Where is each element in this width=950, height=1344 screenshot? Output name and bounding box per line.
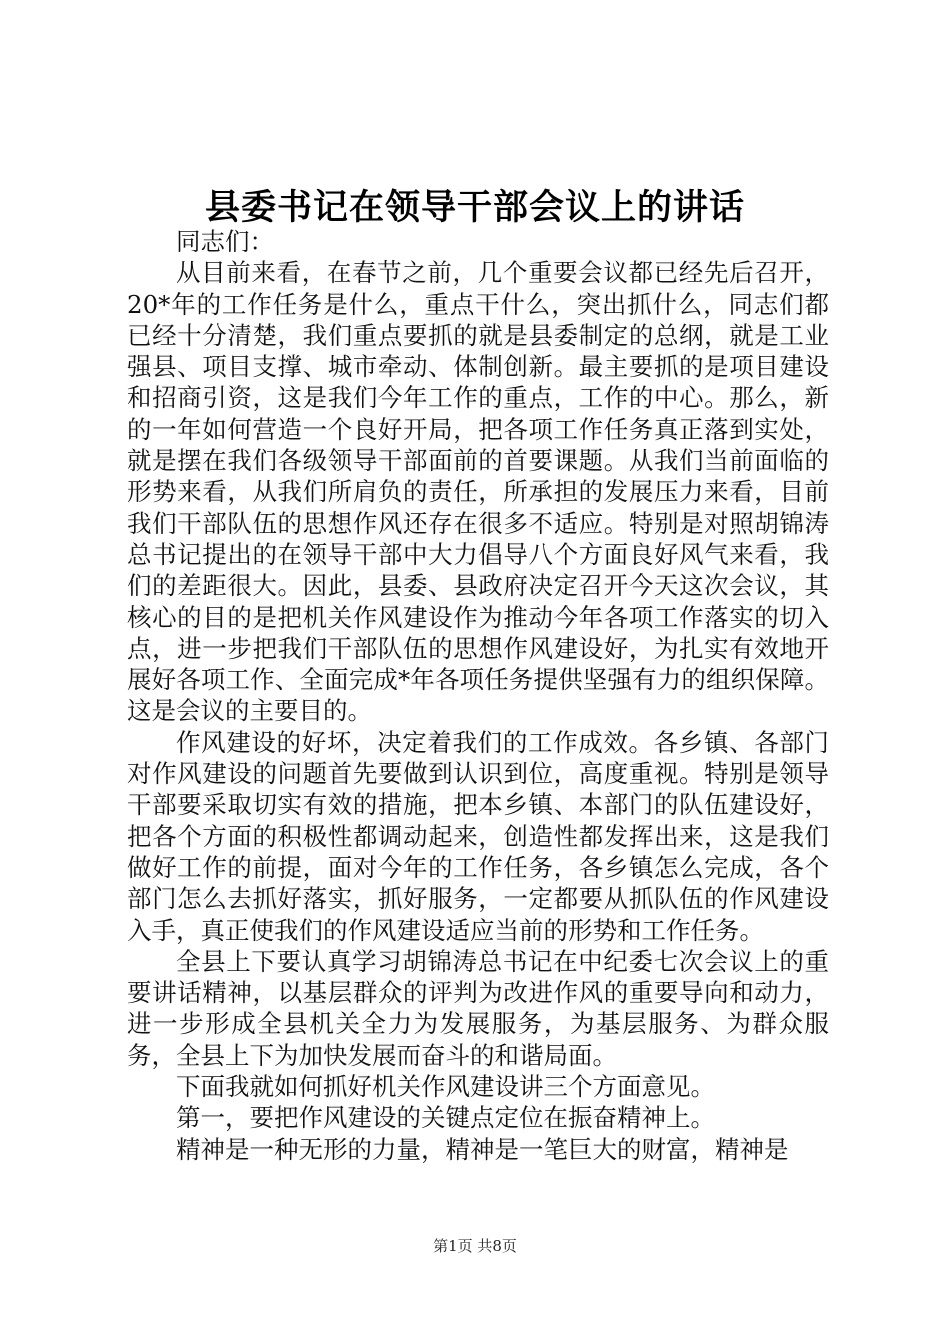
paragraph: 从目前来看，在春节之前，几个重要会议都已经先后召开，20*年的工作任务是什么，重点干什么，突出抓什么，同志们都已经十分清楚，我们重点要抓的就是县委制定的总纲，就是工业强县、项目支撑、城市牵动、体制创新。最主要抓的是项目建设和招商引资，这是我们今年工作的重点，工作的中心。那么，新的一年如何营造一个良好开局，把各项工作任务真正落到实处，就是摆在我们各级领导干部面前的首要课题。从我们当前面临的形势来看，从我们所肩负的责任，所承担的发展压力来看，目前我们干部队伍的思想作风还存在很多不适应。特别是对照胡锦涛总书记提出的在领导干部中大力倡导八个方面良好风气来看，我们的差距很大。因此，县委、县政府决定召开今天这次会议，其核心的目的是把机关作风建设作为推动今年各项工作落实的切入点，进一步把我们干部队伍的思想作风建设好，为扎实有效地开展好各项工作、全面完成*年各项任务提供坚强有力的组织保障。这是会议的主要目的。 (127, 258, 829, 726)
page-number-footer: 第1页 共8页 (433, 1237, 517, 1255)
salutation: 同志们： (176, 227, 274, 256)
paragraph: 作风建设的好坏，决定着我们的工作成效。各乡镇、各部门对作风建设的问题首先要做到认识到位，高度重视。特别是领导干部要采取切实有效的措施，把本乡镇、本部门的队伍建设好，把各个方面的积极性都调动起来，创造性都发挥出来，这是我们做好工作的前提，面对今年的工作任务，各乡镇怎么完成，各个部门怎么去抓好落实，抓好服务，一定都要从抓队伍的作风建设入手，真正使我们的作风建设适应当前的形势和工作任务。 (127, 727, 829, 945)
paragraph: 精神是一种无形的力量，精神是一笔巨大的财富，精神是 (176, 1134, 789, 1164)
paragraph: 全县上下要认真学习胡锦涛总书记在中纪委七次会议上的重要讲话精神，以基层群众的评判为改进作风的重要导向和动力，进一步形成全县机关全力为发展服务，为基层服务、为群众服务，全县上下为加快发展而奋斗的和谐局面。 (127, 946, 829, 1070)
paragraph: 下面我就如何抓好机关作风建设讲三个方面意见。 (176, 1072, 715, 1102)
section-heading: 第一，要把作风建设的关键点定位在振奋精神上。 (176, 1103, 715, 1133)
document-body (127, 226, 829, 1165)
document-title: 县委书记在领导干部会议上的讲话 (204, 187, 745, 228)
